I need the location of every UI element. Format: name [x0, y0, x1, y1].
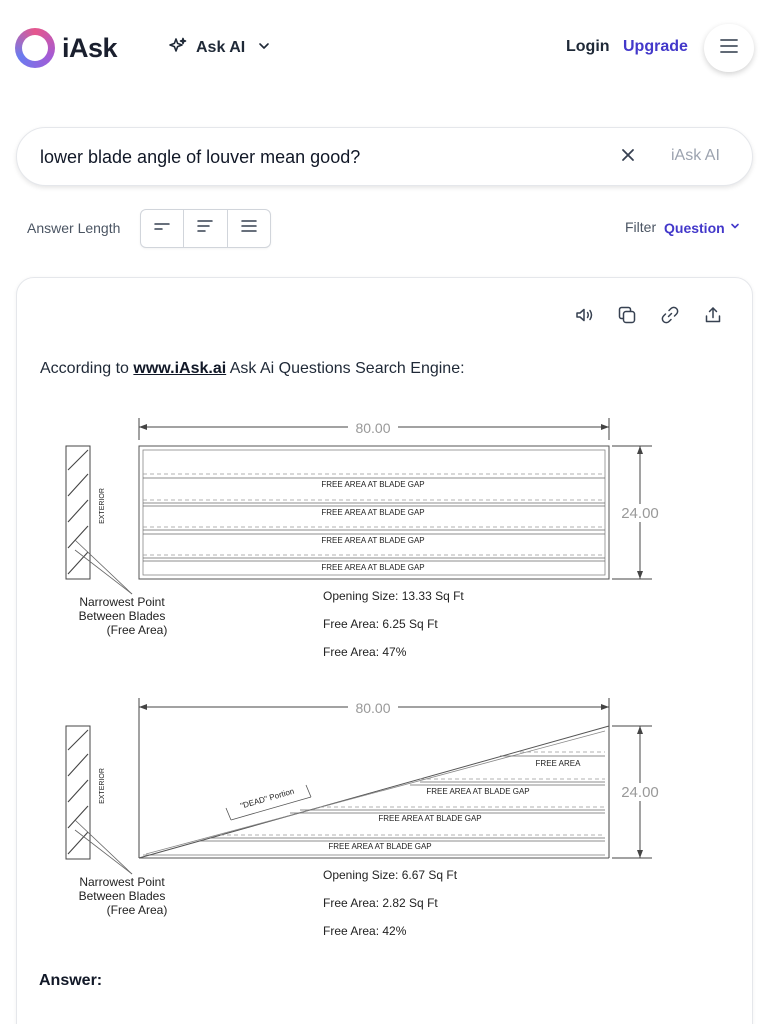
panel1-callout-3: (Free Area)	[106, 623, 168, 637]
read-aloud-button[interactable]	[574, 306, 596, 328]
intro-suffix: Ask Ai Questions Search Engine:	[229, 360, 465, 377]
length-short-button[interactable]	[141, 210, 184, 247]
panel2-stat-2: Free Area: 2.82 Sq Ft	[323, 896, 438, 910]
panel2-gap-label-2: FREE AREA AT BLADE GAP	[378, 814, 482, 823]
long-lines-icon	[240, 219, 258, 238]
panel1-stat-2: Free Area: 6.25 Sq Ft	[323, 617, 438, 631]
upgrade-link[interactable]: Upgrade	[623, 38, 688, 55]
search-input[interactable]	[40, 145, 600, 169]
login-link[interactable]: Login	[566, 38, 610, 55]
ask-ai-label: Ask AI	[196, 39, 246, 56]
share-icon	[703, 305, 723, 330]
intro-prefix: According to	[40, 360, 129, 377]
close-icon	[621, 148, 635, 167]
copy-button[interactable]	[616, 306, 638, 328]
short-lines-icon	[153, 220, 171, 238]
top-header	[0, 0, 768, 96]
panel1-height-dim: 24.00	[621, 505, 659, 522]
copy-link-button[interactable]	[659, 306, 681, 328]
iask-link[interactable]: www.iAsk.ai	[133, 360, 227, 377]
clear-search-button[interactable]	[618, 146, 638, 168]
panel1-gap-label-2: FREE AREA AT BLADE GAP	[321, 508, 425, 517]
ask-ai-dropdown[interactable]	[168, 36, 271, 60]
louver-free-area-diagram	[40, 400, 680, 960]
share-button[interactable]	[702, 306, 724, 328]
panel2-width-dim: 80.00	[355, 700, 391, 716]
menu-button[interactable]	[704, 24, 754, 72]
panel2-side-label: EXTERIOR	[99, 768, 106, 804]
panel1-gap-label-1: FREE AREA AT BLADE GAP	[321, 480, 425, 489]
filter-dropdown[interactable]	[664, 219, 741, 237]
panel1-gap-label-3: FREE AREA AT BLADE GAP	[321, 536, 425, 545]
panel2-height-dim: 24.00	[621, 784, 659, 801]
panel1-callout-1: Narrowest Point	[79, 595, 165, 609]
panel2-gap-label-3: FREE AREA AT BLADE GAP	[328, 842, 432, 851]
panel2-top-label: FREE AREA	[535, 759, 581, 768]
filter-label: Filter	[625, 219, 657, 235]
panel1-gap-label-4: FREE AREA AT BLADE GAP	[321, 563, 425, 572]
panel1-width-dim: 80.00	[355, 420, 391, 436]
panel-2	[66, 698, 663, 938]
length-medium-button[interactable]	[184, 210, 227, 247]
panel2-callout-3: (Free Area)	[106, 903, 168, 917]
answer-intro	[40, 360, 465, 378]
panel1-side-label: EXTERIOR	[99, 488, 106, 524]
link-icon	[660, 305, 680, 330]
panel1-callout-2: Between Blades	[78, 609, 166, 623]
panel2-gap-label-1: FREE AREA AT BLADE GAP	[426, 787, 530, 796]
panel2-callout-1: Narrowest Point	[79, 875, 165, 889]
answer-length-label: Answer Length	[27, 220, 121, 236]
panel1-stat-3: Free Area: 47%	[323, 645, 407, 659]
speaker-icon	[575, 306, 595, 329]
copy-icon	[617, 305, 637, 330]
panel-1	[66, 418, 663, 659]
panel2-stat-3: Free Area: 42%	[323, 924, 407, 938]
answer-length-toggle	[140, 209, 271, 248]
chevron-down-icon	[257, 39, 271, 58]
hamburger-icon	[719, 38, 739, 59]
brand-logo[interactable]	[15, 28, 117, 68]
brand-name: iAsk	[62, 32, 118, 63]
answer-heading: Answer:	[39, 972, 103, 989]
logo-ring-icon	[15, 28, 55, 68]
chevron-down-icon	[729, 219, 741, 237]
panel1-stat-1: Opening Size: 13.33 Sq Ft	[323, 589, 464, 603]
length-long-button[interactable]	[228, 210, 270, 247]
panel2-callout-2: Between Blades	[78, 889, 166, 903]
sparkle-icon	[168, 36, 188, 61]
panel2-stat-1: Opening Size: 6.67 Sq Ft	[323, 868, 458, 882]
medium-lines-icon	[196, 219, 214, 238]
filter-value: Question	[664, 220, 725, 236]
panel2-dead-label: "DEAD" Portion	[239, 786, 296, 811]
search-bar	[16, 127, 753, 186]
search-submit-button[interactable]: iAsk AI	[671, 147, 720, 164]
